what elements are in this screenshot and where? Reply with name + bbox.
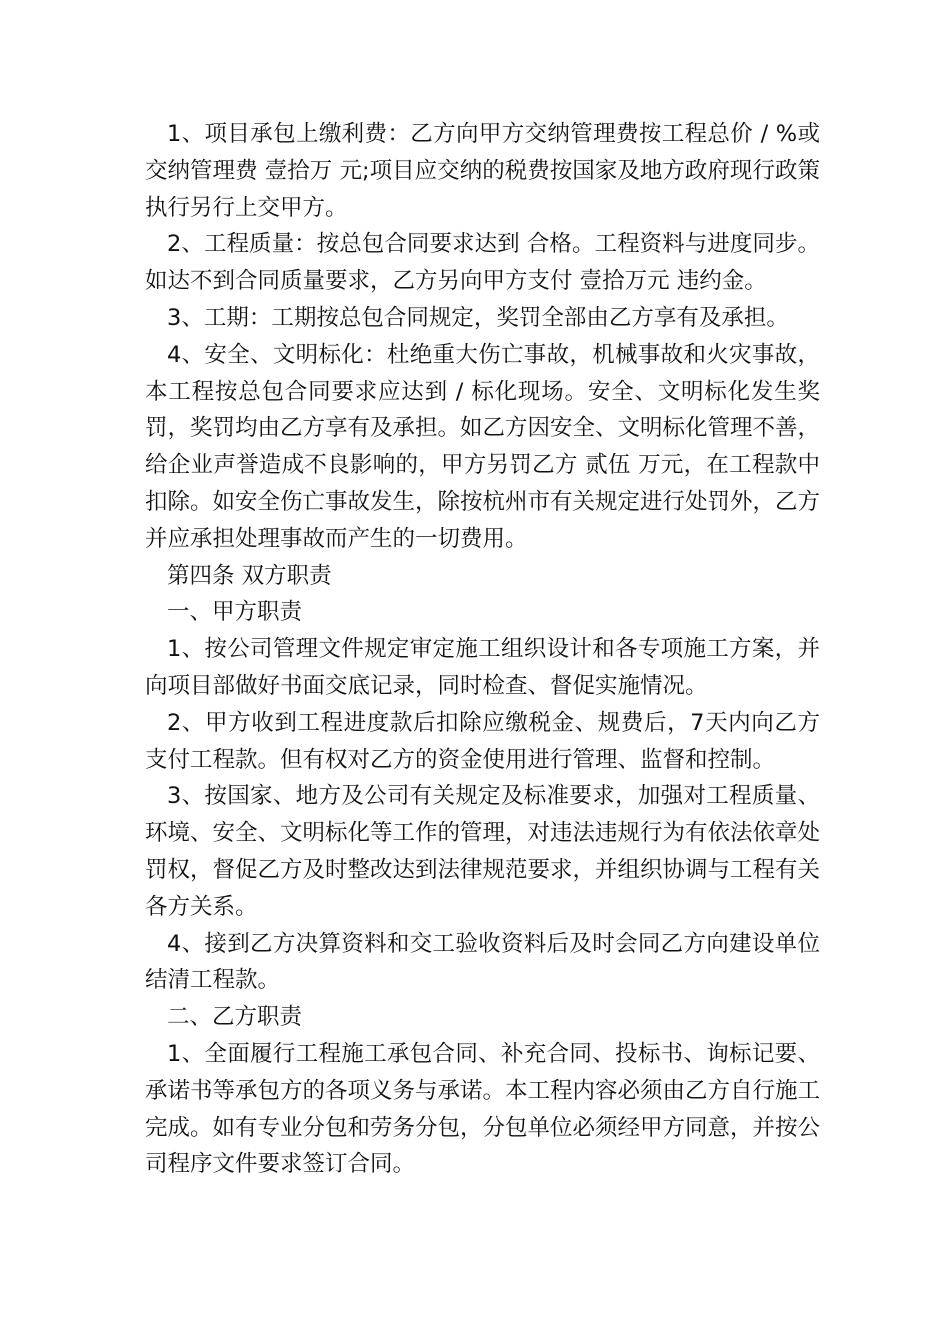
article-four-heading: 第四条 双方职责: [167, 562, 332, 589]
party-a-duties-heading: 一、甲方职责: [167, 599, 303, 626]
party-a-duty-2-paragraph: 2、甲方收到工程进度款后扣除应缴税金、规费后，7天内向乙方支付工程款。但有权对乙方的资金使用进行管理、监督和控制。: [145, 709, 820, 773]
party-b-duty-1-paragraph: 1、全面履行工程施工承包合同、补充合同、投标书、询标记要、承诺书等承包方的各项义务与承诺。本工程内容必须由乙方自行施工完成。如有专业分包和劳务分包，分包单位必须经甲方同意，并按公司程序文件要求签订合同。: [145, 1040, 821, 1178]
party-a-duty-3-paragraph: 3、按国家、地方及公司有关规定及标准要求，加强对工程质量、环境、安全、文明标化等工作的管理，对违法违规行为有依法依章处罚权，督促乙方及时整改达到法律规范要求，并组织协调与工程有关各方关系。: [145, 783, 821, 920]
document-body: [145, 116, 820, 1183]
clause-safety-paragraph: 4、安全、文明标化：杜绝重大伤亡事故，机械事故和火灾事故，本工程按总包合同要求应达到 / 标化现场。安全、文明标化发生奖罚，奖罚均由乙方享有及承担。如乙方因安全、文明标化管理不善，给企业声誉造成不良影响的，甲方另罚乙方 贰伍 万元，在工程款中扣除。如安全伤亡事故发生，除按杭州市有关规定进行处罚外，乙方并应承担处理事故而产生的一切费用。: [145, 341, 821, 552]
party-a-duty-1-paragraph: 1、按公司管理文件规定审定施工组织设计和各专项施工方案，并向项目部做好书面交底记录，同时检查、督促实施情况。: [145, 636, 820, 699]
party-a-duty-4-paragraph: 4、接到乙方决算资料和交工验收资料后及时会同乙方向建设单位结清工程款。: [145, 930, 820, 994]
clause-fee-paragraph: 1、项目承包上缴利费：乙方向甲方交纳管理费按工程总价 / %或交纳管理费 壹拾万 元;项目应交纳的税费按国家及地方政府现行政策执行另行上交甲方。: [145, 121, 820, 221]
clause-quality-paragraph: 2、工程质量：按总包合同要求达到 合格。工程资料与进度同步。如达不到合同质量要求，乙方另向甲方支付 壹拾万元 违约金。: [145, 231, 820, 295]
clause-schedule-paragraph: 3、工期：工期按总包合同规定，奖罚全部由乙方享有及承担。: [167, 304, 789, 331]
party-b-duties-heading: 二、乙方职责: [167, 1004, 303, 1031]
